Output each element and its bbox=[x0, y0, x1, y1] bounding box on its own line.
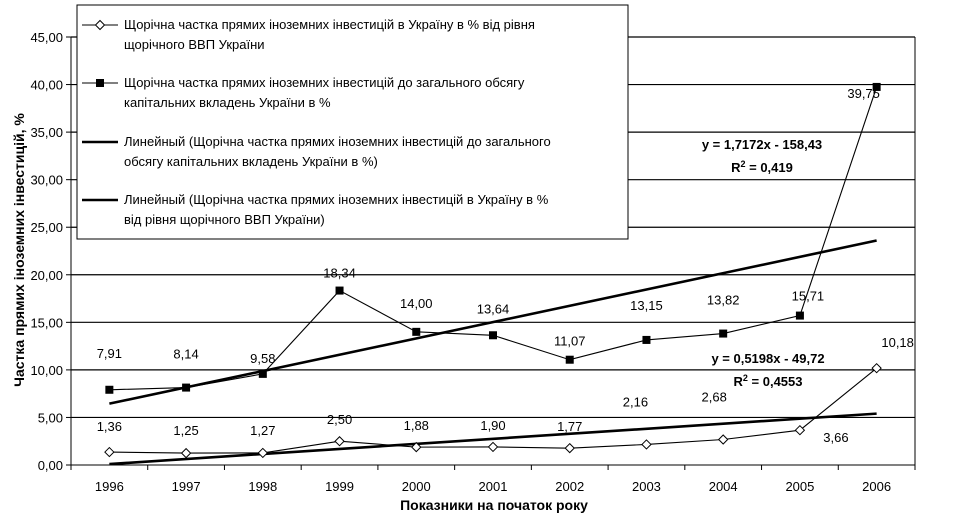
data-label-capital: 13,64 bbox=[476, 301, 510, 317]
data-label-gdp: 1,27 bbox=[250, 422, 276, 438]
data-label-gdp: 3,66 bbox=[823, 430, 849, 446]
data-label-gdp: 10,18 bbox=[881, 335, 914, 351]
y-tick-label: 25,00 bbox=[30, 220, 63, 236]
legend-label: щорічного ВВП України bbox=[124, 37, 265, 52]
data-label-gdp: 1,25 bbox=[173, 423, 199, 439]
y-tick-label: 20,00 bbox=[30, 267, 63, 283]
trend-r2-capital_trend: $R^2 = 0,419$ bbox=[731, 159, 793, 175]
x-tick-label: 2002 bbox=[555, 479, 585, 494]
data-label-capital: 13,15 bbox=[630, 297, 663, 313]
legend-label: обсягу капітальних вкладень України в %) bbox=[124, 154, 378, 169]
legend-label: Щорічна частка прямих іноземних інвестицій до загального обсягу bbox=[124, 75, 525, 90]
data-label-capital: 18,34 bbox=[323, 265, 356, 281]
point-capital bbox=[719, 330, 727, 338]
y-tick-label: 35,00 bbox=[30, 125, 63, 141]
point-capital bbox=[336, 287, 344, 295]
trend-equation-capital_trend: y = 1,7172x - 158,43 bbox=[701, 137, 823, 152]
point-gdp bbox=[335, 437, 344, 446]
data-label-gdp: 2,50 bbox=[326, 412, 353, 428]
point-gdp bbox=[182, 449, 191, 458]
point-gdp bbox=[642, 440, 651, 449]
point-capital bbox=[182, 384, 190, 392]
trend-equation-gdp_trend: y = 0,5198x - 49,72 bbox=[711, 351, 825, 366]
x-tick-label: 2001 bbox=[478, 479, 508, 494]
x-tick-label: 2004 bbox=[708, 479, 738, 494]
x-tick-label: 2006 bbox=[862, 479, 892, 494]
x-tick-label: 1998 bbox=[248, 479, 278, 494]
data-label-capital: 14,00 bbox=[399, 295, 433, 311]
data-label-gdp: 2,16 bbox=[622, 394, 649, 410]
point-gdp bbox=[258, 448, 267, 457]
point-capital bbox=[566, 356, 574, 364]
point-gdp bbox=[719, 435, 728, 444]
legend bbox=[77, 5, 628, 239]
y-tick-label: 30,00 bbox=[30, 172, 63, 188]
point-capital bbox=[796, 312, 804, 320]
x-tick-label: 2000 bbox=[401, 479, 431, 494]
x-tick-label: 2005 bbox=[785, 479, 815, 494]
trend-equations bbox=[702, 137, 825, 389]
legend-label: від рівня щорічного ВВП України) bbox=[124, 212, 325, 227]
point-capital bbox=[259, 370, 267, 378]
data-label-capital: 7,91 bbox=[96, 345, 123, 361]
point-gdp bbox=[489, 442, 498, 451]
data-label-capital: 11,07 bbox=[553, 333, 586, 349]
data-label-capital: 15,71 bbox=[791, 288, 825, 304]
point-capital bbox=[642, 336, 650, 344]
x-tick-label: 1996 bbox=[94, 479, 124, 494]
point-gdp bbox=[565, 444, 574, 453]
x-tick-label: 2003 bbox=[631, 479, 661, 494]
y-tick-label: 0,00 bbox=[37, 458, 63, 473]
legend-label: капітальних вкладень України в % bbox=[124, 95, 331, 110]
data-label-capital: 8,14 bbox=[173, 346, 199, 362]
data-label-capital: 13,82 bbox=[706, 292, 740, 308]
y-tick-label: 10,00 bbox=[30, 362, 63, 378]
legend-swatch-marker bbox=[96, 79, 104, 87]
y-tick-label: 5,00 bbox=[37, 410, 63, 426]
y-axis-title: Частка прямих іноземних інвестицій, % bbox=[11, 113, 27, 387]
point-capital bbox=[412, 328, 420, 336]
legend-label: Щорічна частка прямих іноземних інвестицій в Україну в % від рівня bbox=[124, 17, 535, 32]
point-capital bbox=[489, 331, 497, 339]
y-tick-label: 45,00 bbox=[30, 30, 63, 45]
data-label-gdp: 1,88 bbox=[403, 418, 429, 434]
data-label-gdp: 1,36 bbox=[96, 419, 123, 435]
legend-label: Линейный (Щорічна частка прямих іноземних інвестицій в Україну в % bbox=[124, 192, 549, 207]
y-tick-label: 15,00 bbox=[30, 315, 63, 331]
x-tick-label: 1997 bbox=[171, 479, 201, 494]
x-axis-title: Показники на початок року bbox=[400, 497, 588, 513]
data-label-gdp: 1,77 bbox=[557, 419, 583, 435]
x-tick-label: 1999 bbox=[325, 479, 355, 494]
data-label-capital: 39,75 bbox=[847, 85, 880, 101]
trend-r2-gdp_trend: $R^2 = 0,4553$ bbox=[733, 373, 803, 389]
legend-label: Линейный (Щорічна частка прямих іноземних інвестицій до загального bbox=[124, 134, 551, 149]
point-gdp bbox=[105, 448, 114, 457]
data-label-gdp: 1,90 bbox=[480, 417, 506, 433]
y-tick-label: 40,00 bbox=[30, 77, 63, 93]
data-label-gdp: 2,68 bbox=[701, 389, 727, 405]
data-label-capital: 9,58 bbox=[250, 350, 276, 366]
point-capital bbox=[105, 386, 113, 394]
